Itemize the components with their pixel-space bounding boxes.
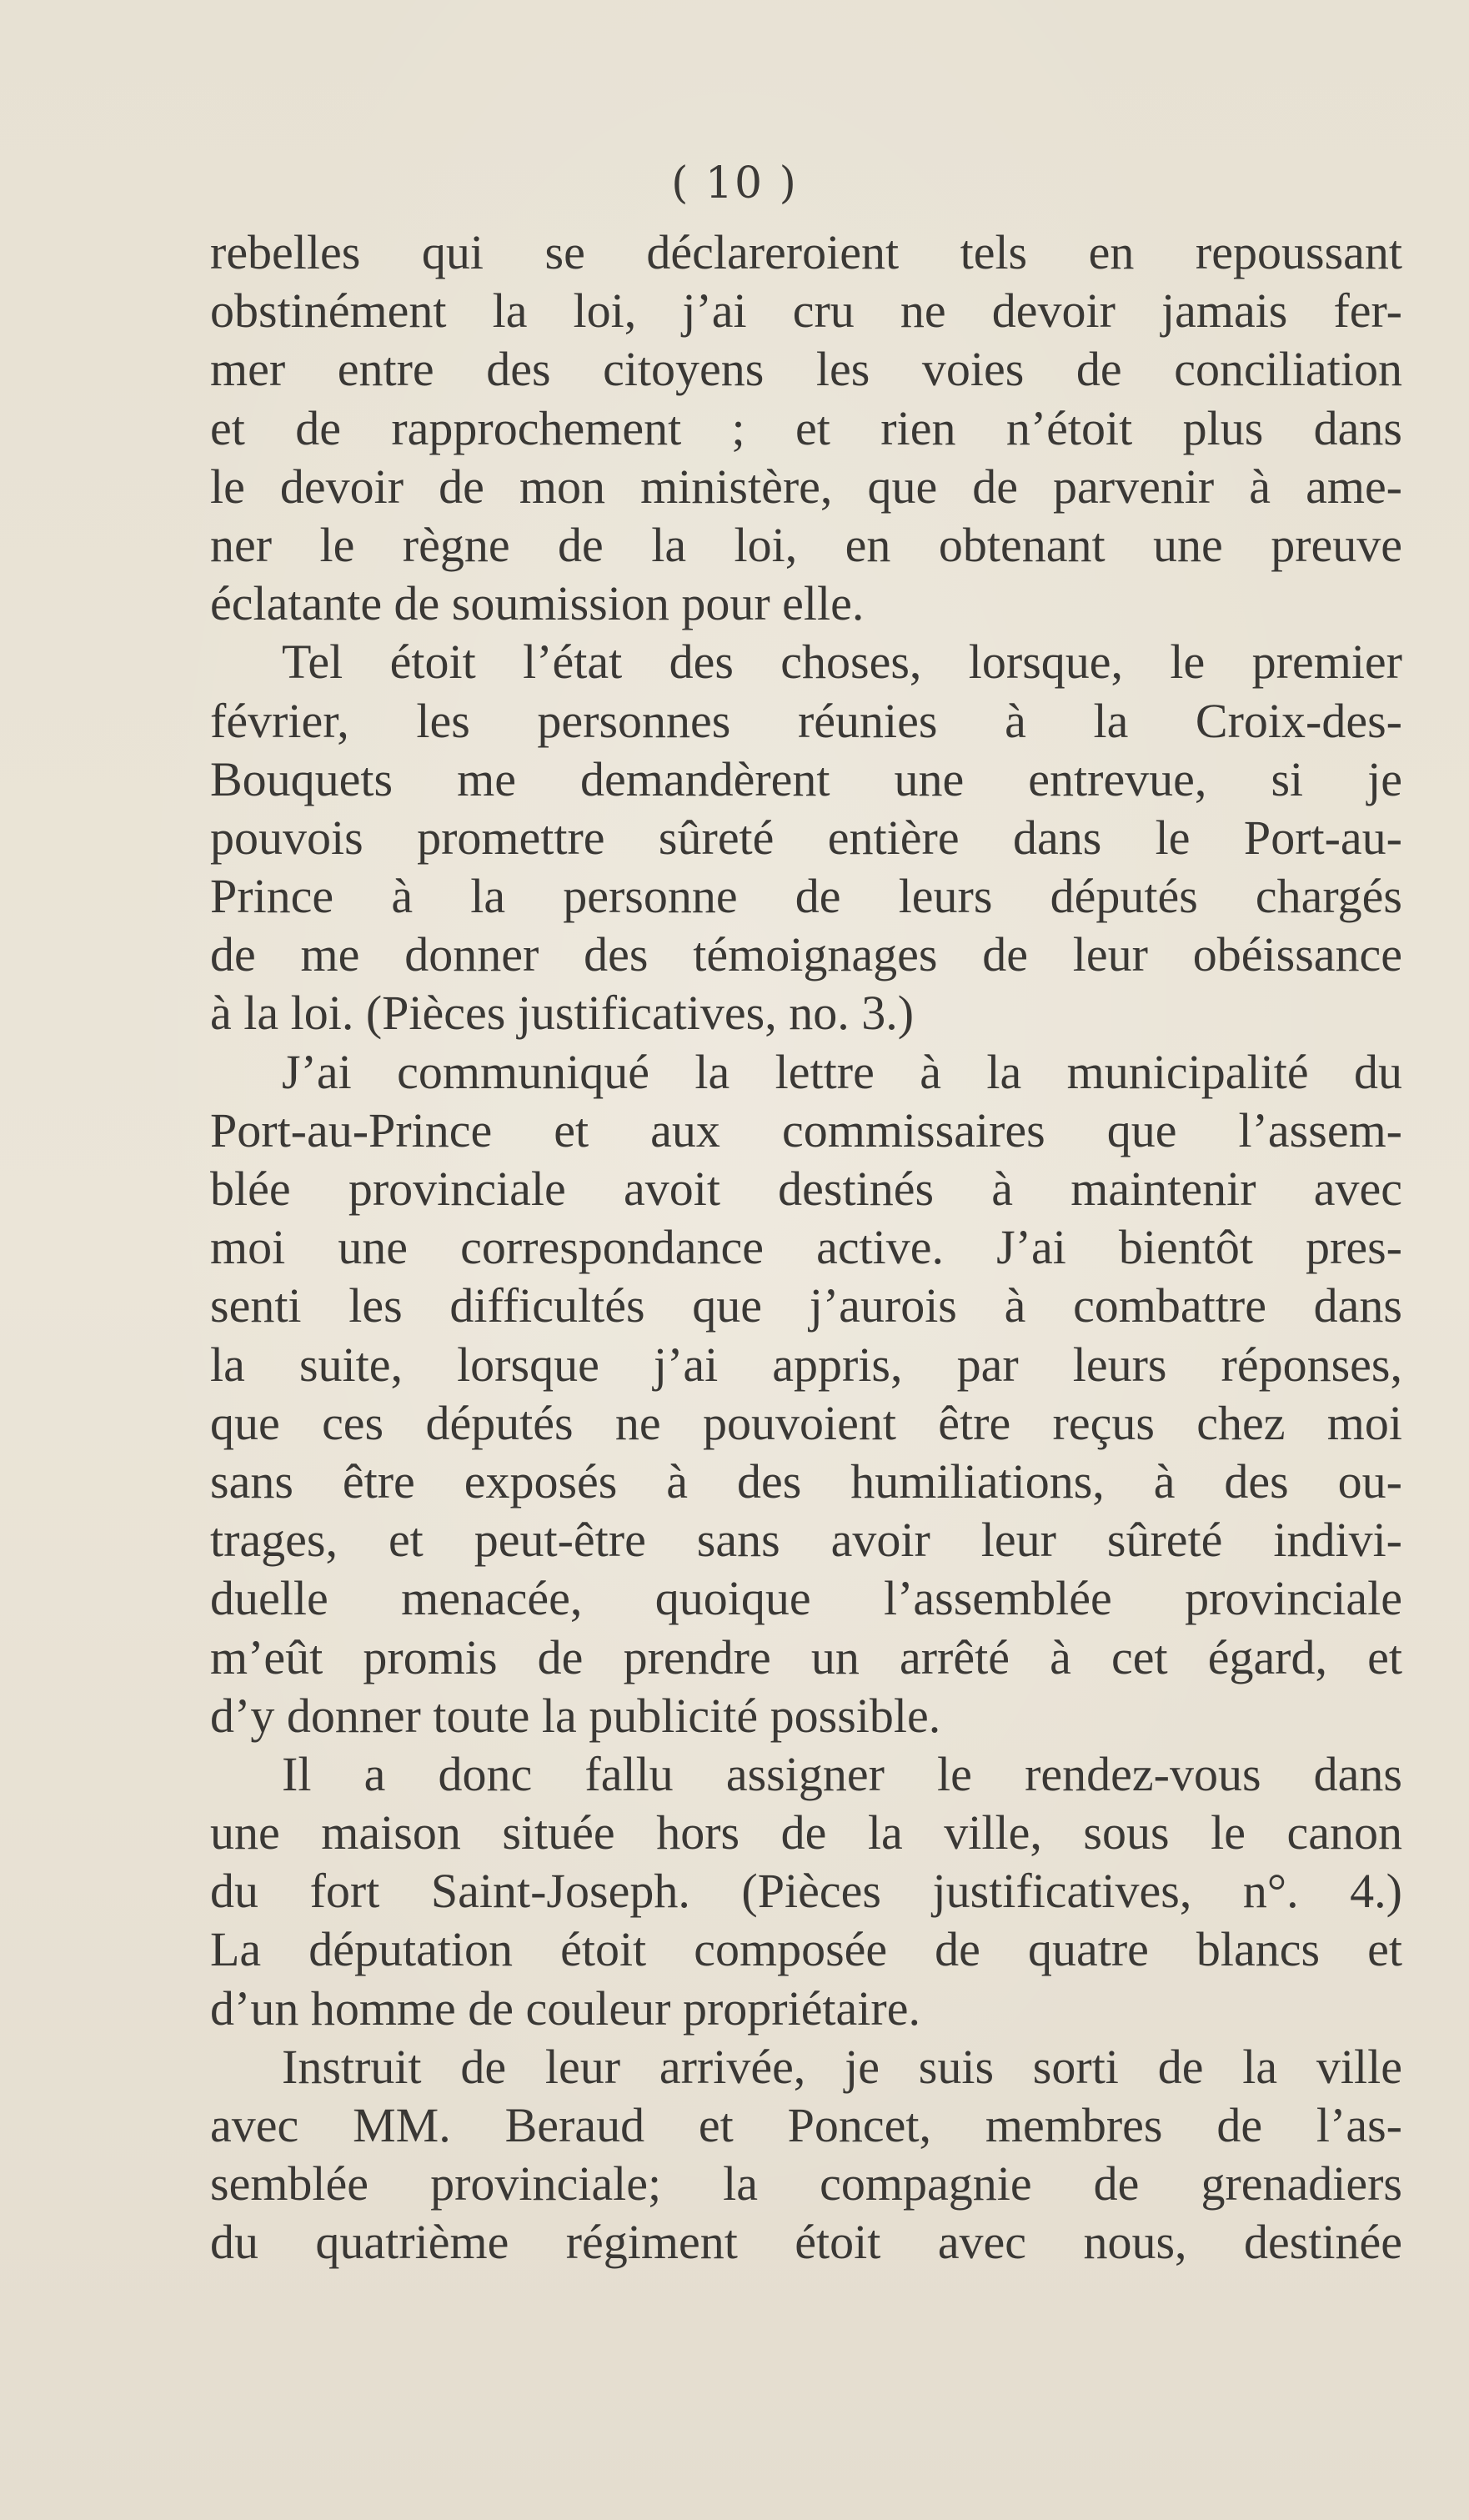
text-line: trages, et peut-être sans avoir leur sûreté indivi- (210, 1513, 1402, 1568)
text-line: d’y donner toute la publicité possible. (210, 1688, 941, 1743)
text-line: La députation étoit composée de quatre blancs et (210, 1922, 1402, 1977)
text-line: février, les personnes réunies à la Croix-des- (210, 693, 1402, 748)
text-line: m’eût promis de prendre un arrêté à cet égard, et (210, 1629, 1402, 1684)
text-line: senti les difficultés que j’aurois à combattre dans (210, 1278, 1402, 1333)
text-line: Prince à la personne de leurs députés chargés (210, 869, 1402, 924)
text-line: d’un homme de couleur propriétaire. (210, 1980, 920, 2036)
text-line: obstinément la loi, j’ai cru ne devoir jamais fer- (210, 284, 1402, 339)
text-line: rebelles qui se déclareroient tels en repoussant (210, 225, 1402, 279)
text-line: du quatrième régiment étoit avec nous, destinée (210, 2215, 1402, 2270)
text-line: Instruit de leur arrivée, je suis sorti de la ville (282, 2039, 1402, 2094)
text-line: que ces députés ne pouvoient être reçus chez moi (210, 1395, 1402, 1450)
text-line: à la loi. (Pièces justificatives, no. 3.) (210, 986, 915, 1041)
text-line: sans être exposés à des humiliations, à des ou- (210, 1453, 1402, 1508)
page-number: ( 10 ) (671, 158, 798, 208)
text-line: le devoir de mon ministère, que de parvenir à ame- (210, 459, 1402, 514)
text-line: Bouquets me demandèrent une entrevue, si je (210, 751, 1402, 806)
text-line: la suite, lorsque j’ai appris, par leurs réponses, (210, 1337, 1402, 1392)
text-line: de me donner des témoignages de leur obéissance (210, 927, 1402, 982)
text-line: Il a donc fallu assigner le rendez-vous dans (282, 1746, 1402, 1801)
text-line: ner le règne de la loi, en obtenant une preuve (210, 517, 1402, 572)
text-line: éclatante de soumission pour elle. (210, 576, 865, 631)
body-text (210, 223, 1402, 2272)
text-line: blée provinciale avoit destinés à maintenir avec (210, 1162, 1402, 1216)
text-line: avec MM. Beraud et Poncet, membres de l’as- (210, 2098, 1402, 2152)
text-line: Port-au-Prince et aux commissaires que l’assem- (210, 1102, 1402, 1157)
text-line: et de rapprochement ; et rien n’étoit plus dans (210, 400, 1402, 455)
text-line: Tel étoit l’état des choses, lorsque, le premier (282, 635, 1402, 690)
text-line: du fort Saint-Joseph. (Pièces justificatives, n°. 4.) (210, 1864, 1402, 1919)
text-line: moi une correspondance active. J’ai bientôt pres- (210, 1220, 1402, 1275)
text-line: duelle menacée, quoique l’assemblée provinciale (210, 1571, 1402, 1626)
text-line: mer entre des citoyens les voies de conciliation (210, 342, 1402, 397)
text-line: semblée provinciale; la compagnie de grenadiers (210, 2156, 1402, 2211)
text-line: pouvois promettre sûreté entière dans le Port-au- (210, 810, 1402, 865)
text-line: J’ai communiqué la lettre à la municipalité du (282, 1044, 1402, 1099)
text-line: une maison située hors de la ville, sous le canon (210, 1805, 1402, 1860)
